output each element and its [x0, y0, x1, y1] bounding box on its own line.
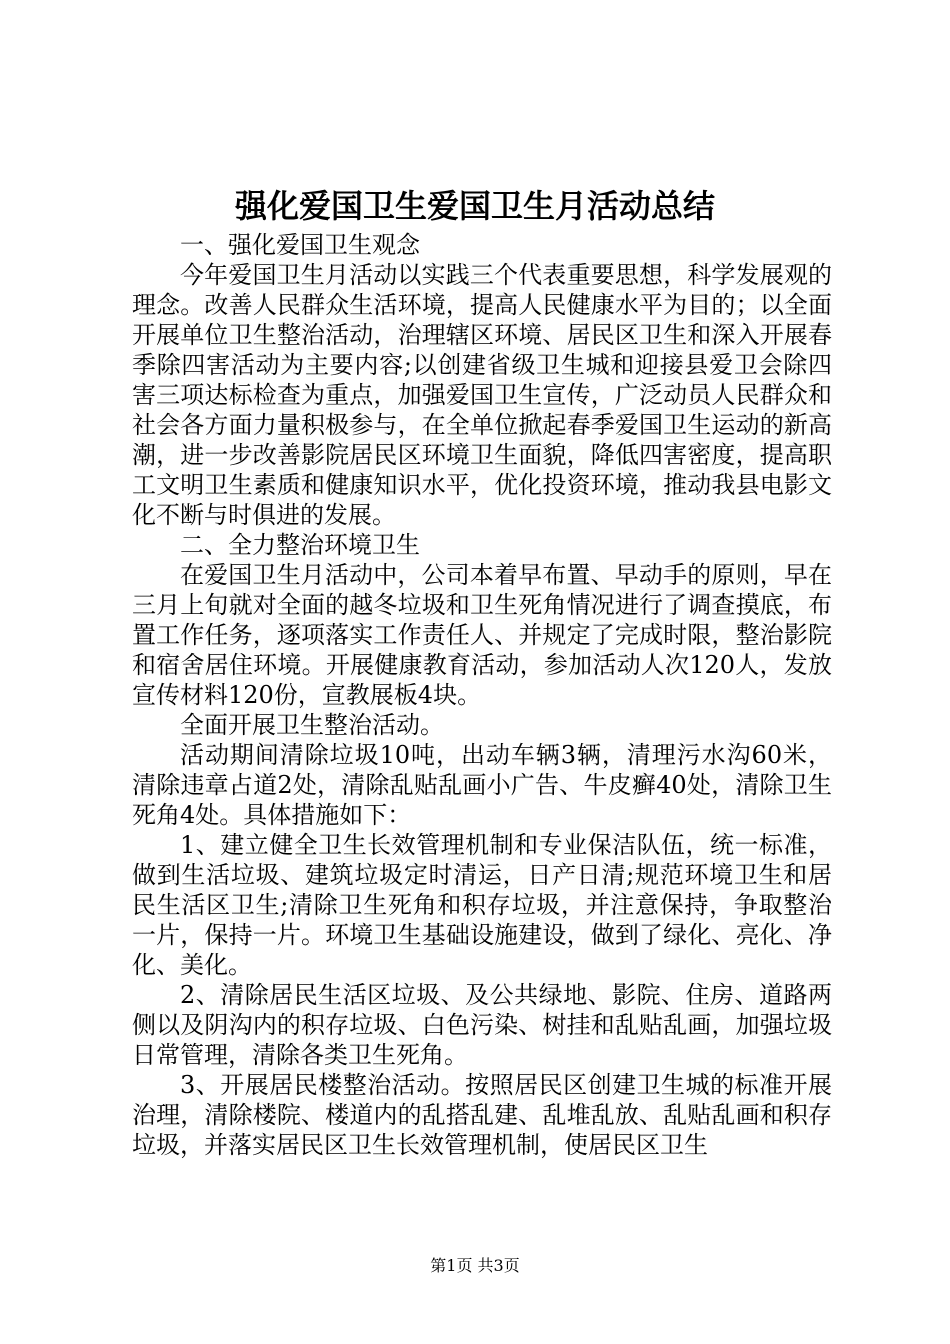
section-heading-2: 二、全力整治环境卫生: [180, 531, 420, 559]
paragraph-measure-3: 3、开展居民楼整治活动。按照居民区创建卫生城的标准开展治理，清除楼院、楼道内的乱搭乱建、乱堆乱放、乱贴乱画和积存垃圾，并落实居民区卫生长效管理机制，使居民区卫生: [132, 1071, 832, 1159]
paragraph-measure-2: 2、清除居民生活区垃圾、及公共绿地、影院、住房、道路两侧以及阴沟内的积存垃圾、白色污染、树挂和乱贴乱画，加强垃圾日常管理，清除各类卫生死角。: [132, 981, 832, 1069]
document-body: [132, 230, 832, 1160]
paragraph-measure-1: 1、建立健全卫生长效管理机制和专业保洁队伍，统一标准，做到生活垃圾、建筑垃圾定时清运，日产日清;规范环境卫生和居民生活区卫生;清除卫生死角和积存垃圾，并注意保持，争取整治一片，保持一片。环境卫生基础设施建设，做到了绿化、亮化、净化、美化。: [132, 831, 832, 979]
paragraph-intro: 今年爱国卫生月活动以实践三个代表重要思想，科学发展观的理念。改善人民群众生活环境，提高人民健康水平为目的；以全面开展单位卫生整治活动，治理辖区环境、居民区卫生和深入开展春季除四害活动为主要内容;以创建省级卫生城和迎接县爱卫会除四害三项达标检查为重点，加强爱国卫生宣传，广泛动员人民群众和社会各方面力量积极参与，在全单位掀起春季爱国卫生运动的新高潮，进一步改善影院居民区环境卫生面貌，降低四害密度，提高职工文明卫生素质和健康知识水平，优化投资环境，推动我县电影文化不断与时俱进的发展。: [132, 261, 832, 529]
page-number-footer: 第1页 共3页: [430, 1256, 520, 1275]
document-title: 强化爱国卫生爱国卫生月活动总结: [234, 187, 715, 225]
section-heading-1: 一、强化爱国卫生观念: [180, 231, 420, 259]
paragraph-statistics: 活动期间清除垃圾10吨，出动车辆3辆，清理污水沟60米，清除违章占道2处，清除乱贴乱画小广告、牛皮癣40处，清除卫生死角4处。具体措施如下：: [132, 741, 832, 829]
paragraph-subheading: 全面开展卫生整治活动。: [180, 711, 444, 739]
paragraph-activities: 在爱国卫生月活动中，公司本着早布置、早动手的原则，早在三月上旬就对全面的越冬垃圾和卫生死角情况进行了调查摸底，布置工作任务，逐项落实工作责任人、并规定了完成时限，整治影院和宿舍居住环境。开展健康教育活动，参加活动人次120人，发放宣传材料120份，宣教展板4块。: [132, 561, 832, 709]
